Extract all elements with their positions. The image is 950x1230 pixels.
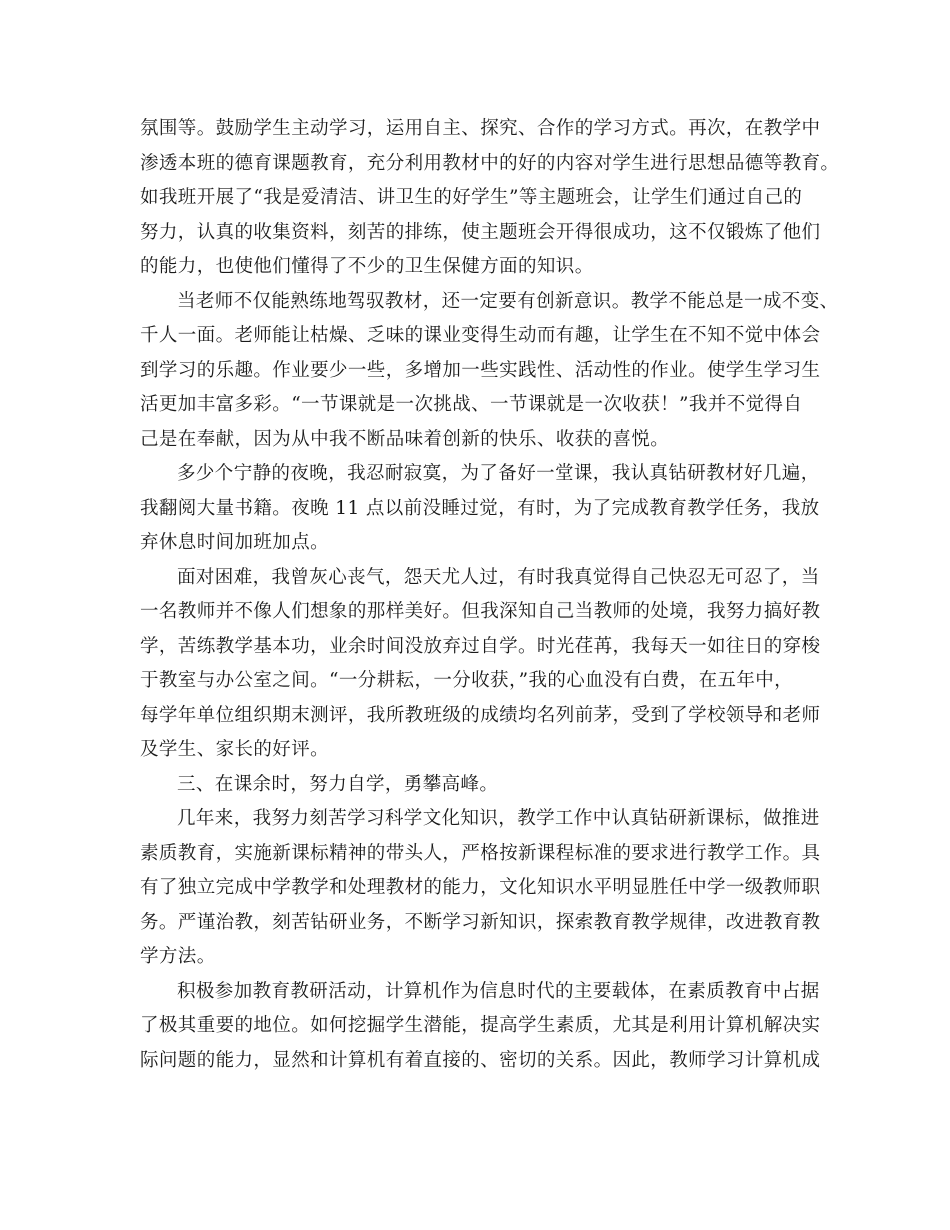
text-line: 学，苦练教学基本功，业余时间没放弃过自学。时光荏苒，我每天一如往日的穿梭 [140,635,821,657]
text-line: 积极参加教育教研活动，计算机作为信息时代的主要载体，在素质教育中占据 [177,980,820,1002]
text-line: 际问题的能力，显然和计算机有着直接的、密切的关系。因此，教师学习计算机成 [140,1049,821,1071]
text-line: 活更加丰富多彩。“一节课就是一次挑战、一节课就是一次收获！”我并不觉得自 [140,394,803,415]
text-line: 于教室与办公室之间。“一分耕耘，一分收获，”我的心血没有白费，在五年中， [140,670,794,691]
text-line: 当老师不仅能熟练地驾驭教材，还一定要有创新意识。教学不能总是一成不变、 [177,290,839,312]
text-line: 到学习的乐趣。作业要少一些，多增加一些实践性、活动性的作业。使学生学习生 [140,359,821,381]
text-line: 及学生、家长的好评。 [140,739,330,760]
text-line: 素质教育，实施新课标精神的带头人，严格按新课程标准的要求进行教学工作。具 [140,842,821,864]
text-line: 弃休息时间加班加点。 [140,532,330,553]
text-line: 学方法。 [140,946,216,967]
document-body [140,112,840,1078]
text-line: 氛围等。鼓励学生主动学习，运用自主、探究、合作的学习方式。再次，在教学中 [140,118,821,139]
text-line: 面对困难，我曾灰心丧气，怨天尤人过，有时我真觉得自己快忍无可忍了，当 [177,566,820,588]
text-line: 己是在奉献，因为从中我不断品味着创新的快乐、收获的喜悦。 [140,428,670,450]
text-line: 一名教师并不像人们想象的那样美好。但我深知自己当教师的处境，我努力搞好教 [140,601,821,622]
text-line: 我翻阅大量书籍。夜晚 11 点以前没睡过觉，有时，为了完成教育教学任务，我放 [140,497,820,519]
text-line: 千人一面。老师能让枯燥、乏味的课业变得生动而有趣，让学生在不知不觉中体会 [140,325,821,346]
text-line: 如我班开展了“我是爱清洁、讲卫生的好学生”等主题班会，让学生们通过自己的 [140,187,803,208]
text-line: 渗透本班的德育课题教育，充分利用教材中的好的内容对学生进行思想品德等教育。 [140,152,840,174]
text-line: 的能力，也使他们懂得了不少的卫生保健方面的知识。 [140,256,594,277]
text-line: 几年来，我努力刻苦学习科学文化知识，教学工作中认真钻研新课标，做推进 [177,808,820,829]
text-line: 努力，认真的收集资料，刻苦的排练，使主题班会开得很成功，这不仅锻炼了他们 [140,221,821,243]
text-line: 多少个宁静的夜晚，我忍耐寂寞，为了备好一堂课，我认真钻研教材好几遍， [177,463,820,484]
text-line: 了极其重要的地位。如何挖掘学生潜能，提高学生素质，尤其是利用计算机解决实 [140,1015,821,1036]
text-line: 有了独立完成中学教学和处理教材的能力，文化知识水平明显胜任中学一级教师职 [140,877,821,898]
text-line: 三、在课余时，努力自学，勇攀高峰。 [177,773,499,795]
text-line: 务。严谨治教，刻苦钻研业务，不断学习新知识，探索教育教学规律，改进教育教 [140,911,821,933]
text-line: 每学年单位组织期末测评，我所教班级的成绩均名列前茅，受到了学校领导和老师 [140,704,821,726]
